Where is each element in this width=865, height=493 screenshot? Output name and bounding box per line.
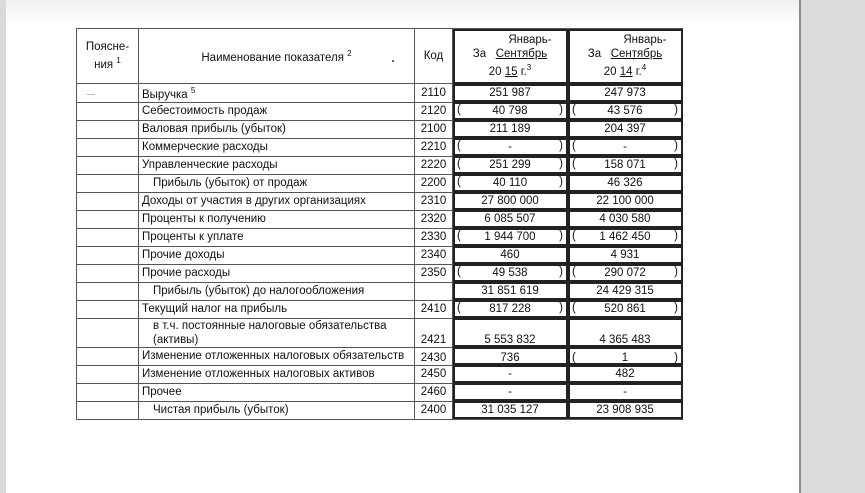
- header-period-2015-line1: Январь-: [508, 34, 552, 47]
- negative-paren-right: ): [559, 103, 563, 116]
- negative-paren-right: ): [674, 139, 678, 152]
- row-indicator-name-text: Изменение отложенных налоговых обязательств: [142, 350, 405, 363]
- row-indicator-name-text: Изменение отложенных налоговых активов: [142, 368, 375, 381]
- row-code: 2450: [415, 365, 453, 383]
- row-indicator-name: [139, 156, 415, 174]
- row-value-text: 4 030 580: [599, 213, 651, 226]
- row-value-text: 5 553 832: [484, 333, 536, 346]
- row-indicator-name-text: Доходы от участия в других организациях: [142, 195, 366, 208]
- row-indicator-name: [139, 228, 415, 246]
- negative-paren-right: ): [559, 139, 563, 152]
- negative-paren-left: (: [457, 139, 461, 152]
- row-note-cell: [77, 318, 139, 347]
- row-indicator-name-text: Прочее: [142, 386, 182, 399]
- row-indicator-name-text: Проценты к уплате: [142, 231, 244, 244]
- row-indicator-name: [139, 192, 415, 210]
- row-note-cell: [77, 102, 139, 120]
- row-indicator-name: [139, 210, 415, 228]
- row-value-2014: [568, 156, 683, 174]
- negative-paren-right: ): [559, 265, 563, 278]
- table-row: [77, 120, 683, 138]
- header-period-2014: [568, 29, 683, 84]
- row-value-text: -: [623, 386, 627, 399]
- row-value-2014: [568, 102, 683, 120]
- row-value-2014: [568, 318, 683, 347]
- row-value-text: 736: [500, 351, 520, 364]
- row-code: 2410: [415, 300, 453, 318]
- row-note-cell: [77, 174, 139, 192]
- negative-paren-right: ): [674, 265, 678, 278]
- row-value-text: 290 072: [604, 267, 646, 280]
- row-indicator-name-text: Чистая прибыль (убыток): [153, 404, 289, 417]
- row-value-text: 251 299: [489, 159, 531, 172]
- table-row: [77, 365, 683, 383]
- row-note-cell: [77, 383, 139, 401]
- row-indicator-name-text: Прибыль (убыток) до налогообложения: [153, 285, 365, 298]
- table-row: [77, 300, 683, 318]
- row-code: 2421: [415, 318, 453, 347]
- table-row: [77, 246, 683, 264]
- table-row: [77, 401, 683, 419]
- table-row: [77, 174, 683, 192]
- row-value-2014: [568, 401, 683, 419]
- table-row: [77, 138, 683, 156]
- row-indicator-name: [139, 318, 415, 347]
- row-value-2014: [568, 300, 683, 318]
- row-indicator-name-text: Текущий налог на прибыль: [142, 303, 288, 316]
- row-code: 2200: [415, 174, 453, 192]
- table-row: [77, 347, 683, 365]
- negative-paren-left: (: [572, 103, 576, 116]
- table-body: [77, 84, 683, 420]
- row-value-text: 49 538: [492, 267, 528, 280]
- row-value-text: 4 365 483: [599, 333, 651, 346]
- row-value-2015: [453, 401, 568, 419]
- row-value-2015: [453, 282, 568, 300]
- row-note-cell: [77, 365, 139, 383]
- table-row: [77, 210, 683, 228]
- row-value-text: 22 100 000: [596, 195, 654, 208]
- header-period-2015-g: г.: [520, 65, 527, 78]
- header-period-2014-line1: Январь-: [623, 34, 667, 47]
- row-note-cell: [77, 347, 139, 365]
- row-note-cell: [77, 228, 139, 246]
- row-value-text: 204 397: [604, 123, 646, 136]
- row-value-text: 27 800 000: [481, 195, 539, 208]
- row-indicator-name: [139, 347, 415, 365]
- row-code: 2430: [415, 347, 453, 365]
- row-value-2014: [568, 264, 683, 282]
- row-value-text: 4 931: [610, 249, 640, 262]
- row-note-cell: [77, 84, 139, 103]
- row-value-text: 24 429 315: [596, 285, 654, 298]
- row-value-2015: [453, 246, 568, 264]
- row-value-text: -: [623, 141, 627, 154]
- row-code: 2460: [415, 383, 453, 401]
- header-period-2015-sup: 3: [526, 63, 532, 73]
- row-indicator-name-text: Прочие расходы: [142, 267, 231, 280]
- negative-paren-right: ): [674, 157, 678, 170]
- negative-paren-left: (: [572, 157, 576, 170]
- header-period-2015-za: За: [472, 48, 487, 61]
- row-value-text: 40 798: [492, 105, 528, 118]
- header-code: [415, 29, 453, 84]
- negative-paren-right: ): [559, 175, 563, 188]
- negative-paren-left: (: [457, 229, 461, 242]
- header-period-2015-month: Сентябрь: [495, 48, 548, 61]
- row-code: 2400: [415, 401, 453, 419]
- header-name-sup: 2: [347, 49, 352, 59]
- row-value-2014: [568, 84, 683, 103]
- table-row: [77, 318, 683, 347]
- negative-paren-left: (: [572, 139, 576, 152]
- row-value-text: 251 987: [489, 86, 531, 99]
- row-value-text: -: [508, 386, 512, 399]
- header-code-text: Код: [423, 50, 444, 62]
- row-value-text: 43 576: [607, 105, 643, 118]
- negative-paren-left: (: [457, 103, 461, 116]
- negative-paren-left: (: [572, 265, 576, 278]
- negative-paren-left: (: [457, 175, 461, 188]
- header-period-2014-month: Сентябрь: [610, 48, 663, 61]
- row-value-text: 40 110: [492, 177, 528, 190]
- table-header-row: [77, 29, 683, 84]
- row-value-text: 460: [500, 249, 520, 262]
- header-period-2014-sup: 4: [641, 63, 647, 73]
- table-row: [77, 192, 683, 210]
- row-note-cell: [77, 138, 139, 156]
- negative-paren-right: ): [674, 301, 678, 314]
- negative-paren-right: ): [674, 229, 678, 242]
- row-value-2014: [568, 246, 683, 264]
- row-value-text: 1 944 700: [484, 231, 536, 244]
- page-top-band: [6, 0, 799, 24]
- table-row: [77, 84, 683, 103]
- row-indicator-name: [139, 102, 415, 120]
- table-row: [77, 264, 683, 282]
- row-indicator-name: [139, 401, 415, 419]
- row-value-2014: [568, 192, 683, 210]
- row-value-text: 31 851 619: [481, 285, 539, 298]
- row-value-text: 6 085 507: [484, 213, 536, 226]
- row-value-2015: [453, 174, 568, 192]
- header-notes: [77, 29, 139, 84]
- row-value-text: 23 908 935: [596, 404, 654, 417]
- row-value-2015: [453, 138, 568, 156]
- row-value-text: 31 035 127: [481, 404, 539, 417]
- row-code: 2120: [415, 102, 453, 120]
- row-note-cell: [77, 300, 139, 318]
- row-note-cell: [77, 401, 139, 419]
- row-code: 2330: [415, 228, 453, 246]
- row-value-text: 520 861: [604, 303, 646, 316]
- row-code: 2310: [415, 192, 453, 210]
- row-value-text: 247 973: [604, 86, 646, 99]
- row-value-2015: [453, 318, 568, 347]
- header-period-2014-year: 14: [619, 65, 633, 78]
- row-value-2015: [453, 300, 568, 318]
- row-value-2014: [568, 210, 683, 228]
- row-indicator-name: [139, 383, 415, 401]
- row-value-2015: [453, 347, 568, 365]
- negative-paren-left: (: [457, 157, 461, 170]
- row-indicator-name: [139, 365, 415, 383]
- negative-paren-right: ): [674, 351, 678, 364]
- row-indicator-name-text: Коммерческие расходы: [142, 141, 268, 154]
- row-value-2015: [453, 264, 568, 282]
- header-notes-sup: 1: [116, 56, 121, 66]
- row-code: 2220: [415, 156, 453, 174]
- row-indicator-name-text: Прочие доходы: [142, 249, 225, 262]
- row-value-2015: [453, 120, 568, 138]
- row-value-text: 158 071: [604, 159, 646, 172]
- row-value-text: 211 189: [489, 123, 531, 136]
- header-period-2015-year: 15: [504, 65, 518, 78]
- negative-paren-left: (: [457, 301, 461, 314]
- row-value-2014: [568, 365, 683, 383]
- row-note-cell: [77, 264, 139, 282]
- row-indicator-name-text: Выручка: [142, 88, 188, 101]
- row-note-cell: [77, 210, 139, 228]
- row-value-2014: [568, 174, 683, 192]
- row-value-2014: [568, 282, 683, 300]
- negative-paren-right: ): [559, 229, 563, 242]
- row-footnote-sup: 5: [190, 86, 196, 95]
- negative-paren-left: (: [457, 265, 461, 278]
- row-value-2014: [568, 120, 683, 138]
- financial-results-table: [76, 28, 683, 420]
- row-code: 2100: [415, 120, 453, 138]
- row-note-cell: [77, 246, 139, 264]
- row-indicator-name-text: Прибыль (убыток) от продаж: [153, 177, 308, 190]
- negative-paren-right: ): [559, 301, 563, 314]
- row-note-cell: [77, 282, 139, 300]
- row-value-text: -: [508, 368, 512, 381]
- negative-paren-right: ): [674, 103, 678, 116]
- header-period-2015: [453, 29, 568, 84]
- row-indicator-name-text: Проценты к получению: [142, 213, 266, 226]
- row-indicator-name: [139, 264, 415, 282]
- row-code: 2110: [415, 84, 453, 103]
- row-indicator-name: [139, 138, 415, 156]
- row-value-2015: [453, 383, 568, 401]
- row-indicator-name-text: Управленческие расходы: [142, 159, 278, 172]
- row-value-2015: [453, 365, 568, 383]
- row-code: 2320: [415, 210, 453, 228]
- row-value-2015: [453, 156, 568, 174]
- row-indicator-name-text: Валовая прибыль (убыток): [142, 123, 286, 136]
- row-value-2015: [453, 102, 568, 120]
- header-period-2014-year-prefix: 20: [603, 65, 617, 78]
- row-value-text: -: [508, 141, 512, 154]
- stray-mark-line: [87, 94, 95, 95]
- header-period-2015-year-prefix: 20: [488, 65, 502, 78]
- row-indicator-name-text: Себестоимость продаж: [142, 105, 268, 118]
- row-value-2015: [453, 210, 568, 228]
- header-notes-line2: ния: [94, 58, 114, 71]
- row-value-2014: [568, 138, 683, 156]
- row-value-text: 482: [615, 368, 635, 381]
- row-indicator-name: [139, 84, 415, 103]
- row-value-2014: [568, 347, 683, 365]
- negative-paren-left: (: [572, 229, 576, 242]
- row-note-cell: [77, 156, 139, 174]
- header-period-2014-za: За: [587, 48, 602, 61]
- header-period-2014-g: г.: [635, 65, 642, 78]
- row-value-2014: [568, 383, 683, 401]
- header-notes-line1: Поясне-: [85, 41, 130, 54]
- row-code: 2340: [415, 246, 453, 264]
- negative-paren-left: (: [572, 351, 576, 364]
- row-value-2014: [568, 228, 683, 246]
- row-indicator-name: [139, 300, 415, 318]
- row-value-text: 817 228: [489, 303, 531, 316]
- row-value-text: 1: [621, 351, 629, 364]
- row-value-text: 46 326: [607, 177, 643, 190]
- row-value-2015: [453, 228, 568, 246]
- negative-paren-right: ): [559, 157, 563, 170]
- header-name-text: Наименование показателя: [201, 51, 344, 64]
- table-row: [77, 383, 683, 401]
- table-row: [77, 282, 683, 300]
- scroll-area[interactable]: [801, 0, 865, 493]
- row-code: 2210: [415, 138, 453, 156]
- negative-paren-left: (: [572, 301, 576, 314]
- row-indicator-name: [139, 246, 415, 264]
- table-row: [77, 156, 683, 174]
- stray-mark: [392, 60, 394, 62]
- table-row: [77, 228, 683, 246]
- row-indicator-name: [139, 174, 415, 192]
- row-note-cell: [77, 120, 139, 138]
- row-code: [415, 282, 453, 300]
- row-value-text: 1 462 450: [599, 231, 651, 244]
- row-code: 2350: [415, 264, 453, 282]
- table-row: [77, 102, 683, 120]
- header-indicator-name: [139, 29, 415, 84]
- row-indicator-name: [139, 282, 415, 300]
- row-value-2015: [453, 84, 568, 103]
- row-value-2015: [453, 192, 568, 210]
- row-note-cell: [77, 192, 139, 210]
- row-indicator-name: [139, 120, 415, 138]
- row-indicator-name-text: в т.ч. постоянные налоговые обязательства (активы): [153, 319, 387, 346]
